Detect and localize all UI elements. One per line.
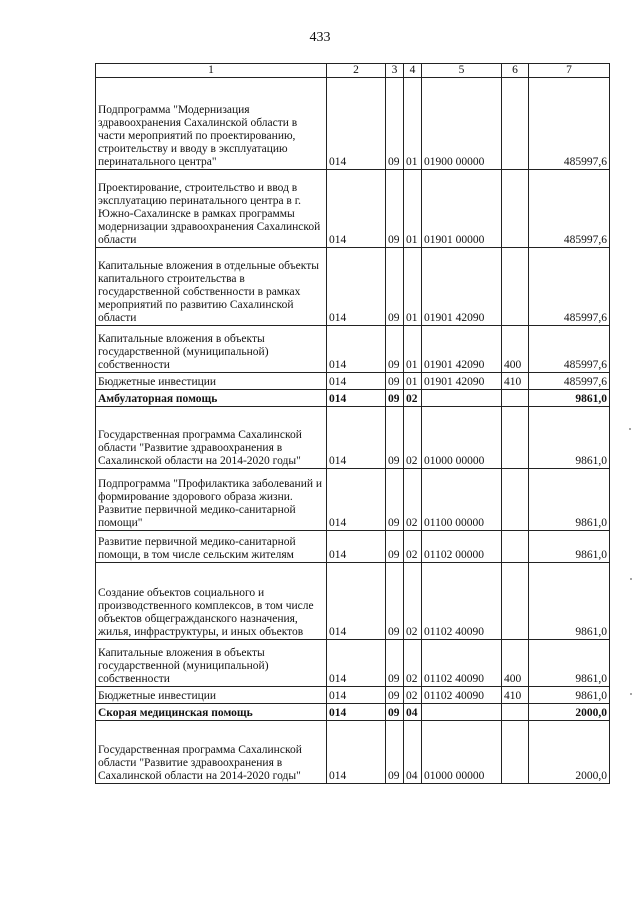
cell-expense-type: 400 (502, 640, 529, 687)
cell-grbs: 014 (327, 563, 386, 640)
cell-name: Подпрограмма "Профилактика заболеваний и формирование здорового образа жизни. Развитие первичной медико-санитарной помощи" (96, 469, 327, 531)
cell-name: Проектирование, строительство и ввод в эксплуатацию перинатального центра в г. Южно-Сахалинске в рамках программы модернизации здравоохранения Сахалинской области (96, 170, 327, 248)
cell-grbs: 014 (327, 373, 386, 390)
cell-name: Государственная программа Сахалинской области "Развитие здравоохранения в Сахалинской области на 2014-2020 годы" (96, 721, 327, 784)
scan-speck (629, 428, 631, 430)
cell-section: 09 (386, 704, 404, 721)
table-header-row (96, 64, 610, 78)
table-row (96, 373, 610, 390)
cell-grbs: 014 (327, 469, 386, 531)
table-row (96, 721, 610, 784)
header-cell-5: 5 (422, 64, 502, 78)
table-row (96, 687, 610, 704)
cell-target-article: 01901 42090 (422, 248, 502, 326)
cell-amount: 2000,0 (529, 721, 610, 784)
cell-subsection: 02 (404, 687, 422, 704)
cell-section: 09 (386, 531, 404, 563)
cell-expense-type (502, 469, 529, 531)
cell-section: 09 (386, 373, 404, 390)
cell-subsection: 01 (404, 248, 422, 326)
cell-expense-type: 410 (502, 373, 529, 390)
cell-name: Развитие первичной медико-санитарной помощи, в том числе сельским жителям (96, 531, 327, 563)
cell-subsection: 04 (404, 721, 422, 784)
cell-section: 09 (386, 469, 404, 531)
table-row (96, 704, 610, 721)
cell-grbs: 014 (327, 326, 386, 373)
cell-subsection: 01 (404, 326, 422, 373)
table-row (96, 78, 610, 170)
cell-subsection: 01 (404, 373, 422, 390)
cell-amount: 485997,6 (529, 170, 610, 248)
header-cell-3: 3 (386, 64, 404, 78)
cell-grbs: 014 (327, 531, 386, 563)
cell-amount: 485997,6 (529, 373, 610, 390)
cell-expense-type: 410 (502, 687, 529, 704)
cell-subsection: 02 (404, 469, 422, 531)
header-cell-4: 4 (404, 64, 422, 78)
table-row (96, 326, 610, 373)
cell-amount: 9861,0 (529, 407, 610, 469)
cell-subsection: 01 (404, 78, 422, 170)
cell-target-article: 01102 40090 (422, 687, 502, 704)
cell-subsection: 02 (404, 640, 422, 687)
cell-section: 09 (386, 563, 404, 640)
cell-name: Подпрограмма "Модернизация здравоохранения Сахалинской области в части мероприятий по проектированию, строительству и вводу в эксплуатацию перинатального центра" (96, 78, 327, 170)
cell-name: Капитальные вложения в объекты государственной (муниципальной) собственности (96, 640, 327, 687)
cell-amount: 9861,0 (529, 469, 610, 531)
cell-grbs: 014 (327, 640, 386, 687)
table-row (96, 248, 610, 326)
cell-target-article: 01901 42090 (422, 373, 502, 390)
cell-subsection: 02 (404, 390, 422, 407)
cell-name: Создание объектов социального и производственного комплексов, в том числе объектов общегражданского назначения, жилья, инфраструктуры, и иных объектов (96, 563, 327, 640)
cell-amount: 9861,0 (529, 640, 610, 687)
cell-section: 09 (386, 78, 404, 170)
cell-grbs: 014 (327, 407, 386, 469)
cell-subsection: 02 (404, 563, 422, 640)
cell-amount: 9861,0 (529, 531, 610, 563)
cell-expense-type (502, 563, 529, 640)
cell-subsection: 02 (404, 531, 422, 563)
cell-target-article: 01900 00000 (422, 78, 502, 170)
table-row (96, 531, 610, 563)
cell-name: Амбулаторная помощь (96, 390, 327, 407)
header-cell-7: 7 (529, 64, 610, 78)
cell-expense-type (502, 170, 529, 248)
table-row (96, 390, 610, 407)
table-body (96, 64, 610, 784)
cell-amount: 2000,0 (529, 704, 610, 721)
cell-target-article: 01000 00000 (422, 721, 502, 784)
cell-subsection: 02 (404, 407, 422, 469)
cell-section: 09 (386, 721, 404, 784)
header-cell-6: 6 (502, 64, 529, 78)
cell-section: 09 (386, 326, 404, 373)
cell-grbs: 014 (327, 248, 386, 326)
cell-amount: 9861,0 (529, 563, 610, 640)
cell-target-article: 01102 40090 (422, 640, 502, 687)
cell-grbs: 014 (327, 687, 386, 704)
cell-name: Скорая медицинская помощь (96, 704, 327, 721)
cell-section: 09 (386, 407, 404, 469)
cell-amount: 485997,6 (529, 248, 610, 326)
table-row (96, 469, 610, 531)
cell-name: Государственная программа Сахалинской области "Развитие здравоохранения в Сахалинской области на 2014-2020 годы" (96, 407, 327, 469)
cell-target-article: 01102 00000 (422, 531, 502, 563)
scan-speck (630, 693, 632, 695)
cell-amount: 9861,0 (529, 687, 610, 704)
cell-expense-type: 400 (502, 326, 529, 373)
cell-target-article: 01000 00000 (422, 407, 502, 469)
cell-expense-type (502, 531, 529, 563)
cell-grbs: 014 (327, 721, 386, 784)
header-cell-2: 2 (327, 64, 386, 78)
cell-expense-type (502, 721, 529, 784)
table-row (96, 640, 610, 687)
cell-amount: 9861,0 (529, 390, 610, 407)
cell-target-article (422, 704, 502, 721)
cell-target-article: 01901 00000 (422, 170, 502, 248)
table-row (96, 170, 610, 248)
cell-expense-type (502, 704, 529, 721)
cell-subsection: 01 (404, 170, 422, 248)
cell-grbs: 014 (327, 390, 386, 407)
cell-section: 09 (386, 390, 404, 407)
table-row (96, 407, 610, 469)
cell-target-article: 01100 00000 (422, 469, 502, 531)
cell-target-article (422, 390, 502, 407)
cell-expense-type (502, 248, 529, 326)
scan-speck (630, 578, 632, 580)
header-cell-1: 1 (96, 64, 327, 78)
cell-name: Бюджетные инвестиции (96, 687, 327, 704)
cell-grbs: 014 (327, 78, 386, 170)
cell-grbs: 014 (327, 170, 386, 248)
cell-section: 09 (386, 248, 404, 326)
cell-target-article: 01102 40090 (422, 563, 502, 640)
budget-table (95, 63, 610, 784)
cell-target-article: 01901 42090 (422, 326, 502, 373)
cell-name: Бюджетные инвестиции (96, 373, 327, 390)
cell-name: Капитальные вложения в отдельные объекты капитального строительства в государственной собственности в рамках мероприятий по развитию Сахалинской области (96, 248, 327, 326)
cell-section: 09 (386, 640, 404, 687)
cell-section: 09 (386, 687, 404, 704)
page-number: 433 (309, 30, 331, 45)
cell-section: 09 (386, 170, 404, 248)
cell-amount: 485997,6 (529, 78, 610, 170)
cell-name: Капитальные вложения в объекты государственной (муниципальной) собственности (96, 326, 327, 373)
cell-expense-type (502, 390, 529, 407)
cell-expense-type (502, 78, 529, 170)
cell-subsection: 04 (404, 704, 422, 721)
cell-grbs: 014 (327, 704, 386, 721)
cell-expense-type (502, 407, 529, 469)
table-row (96, 563, 610, 640)
cell-amount: 485997,6 (529, 326, 610, 373)
